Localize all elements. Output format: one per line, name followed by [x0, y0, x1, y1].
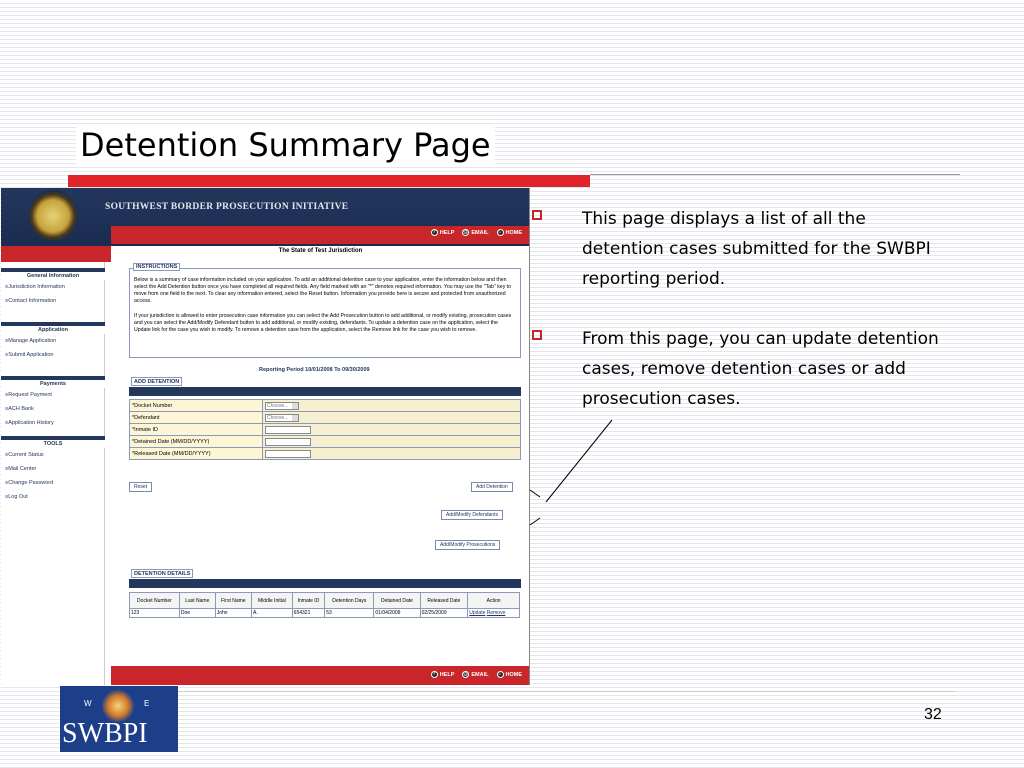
home-link-bottom[interactable]: ⌂ HOME — [498, 671, 522, 678]
add-modify-prosecutions-button[interactable]: Add/Modify Prosecutions — [435, 540, 500, 550]
page-number: 32 — [924, 706, 942, 723]
email-link-bottom[interactable]: @ EMAIL — [463, 671, 489, 678]
logo-text: SWBPI — [62, 718, 148, 749]
cell-docket: 123 — [130, 609, 180, 618]
home-icon: ⌂ — [498, 671, 502, 677]
sidebar-item-mail-center[interactable]: ≡ Mail Center — [1, 462, 104, 476]
sidebar-heading-application: Application — [1, 322, 105, 334]
sidebar-heading-general: General Information — [1, 268, 105, 280]
col-middle-initial: Middle Initial — [252, 593, 293, 609]
sidebar-item-submit-application[interactable]: ≡ Submit Application — [1, 348, 104, 362]
email-link[interactable]: @ EMAIL — [463, 229, 489, 236]
col-docket-number: Docket Number — [130, 593, 180, 609]
bullet-text-1: This page displays a list of all the detention cases submitted for the SWBPI reporting period. — [582, 209, 931, 289]
cell-inmate-id: 654321 — [292, 609, 325, 618]
cell-released: 02/25/2009 — [420, 609, 468, 618]
col-released-date: Released Date — [420, 593, 468, 609]
sidebar-item-manage-application[interactable]: ≡ Manage Application — [1, 334, 104, 348]
defendant-label: *Defendant — [130, 412, 263, 424]
bullet-item — [532, 204, 952, 294]
released-date-label: *Released Date (MM/DD/YYYY) — [130, 448, 263, 460]
update-link[interactable]: Update — [469, 610, 486, 616]
add-detention-label: ADD DETENTION — [131, 377, 182, 386]
col-last-name: Last Name — [179, 593, 215, 609]
help-icon: ? — [432, 229, 436, 235]
instructions-label: INSTRUCTIONS — [133, 263, 180, 271]
sidebar-item-request-payment[interactable]: ≡ Request Payment — [1, 388, 104, 402]
docket-number-select[interactable]: Choose... — [265, 402, 299, 410]
bullet-text-2: From this page, you can update detention cases, remove detention cases or add prosecution cases. — [582, 329, 939, 409]
col-inmate-id: Inmate ID — [292, 593, 325, 609]
jurisdiction-title: The State of Test Jurisdiction — [278, 248, 363, 254]
docket-number-label: *Docket Number — [130, 400, 263, 412]
bullet-square-icon — [532, 210, 542, 220]
cell-last-name: Doe — [179, 609, 215, 618]
home-link[interactable]: ⌂ HOME — [498, 229, 522, 236]
sidebar-item-log-out[interactable]: ≡ Log Out — [1, 490, 104, 504]
help-icon: ? — [432, 671, 436, 677]
detention-details-label: DETENTION DETAILS — [131, 569, 193, 578]
swbpi-logo — [60, 686, 178, 752]
detained-date-label: *Detained Date (MM/DD/YYYY) — [130, 436, 263, 448]
bullet-square-icon — [532, 330, 542, 340]
reporting-period: Reporting Period 10/01/2008 To 09/30/2009 — [259, 367, 370, 373]
email-icon: @ — [463, 229, 469, 235]
defendant-select[interactable]: Choose... — [265, 414, 299, 422]
callout-line-3 — [530, 518, 540, 525]
cell-detained: 01/04/2009 — [374, 609, 420, 618]
sidebar-item-application-history[interactable]: ≡ Application History — [1, 416, 104, 430]
col-detention-days: Detention Days — [325, 593, 374, 609]
footer-rule — [178, 691, 956, 692]
logo-east-letter: E — [144, 699, 150, 708]
reset-button[interactable]: Reset — [129, 482, 152, 492]
banner-title: SOUTHWEST BORDER PROSECUTION INITIATIVE — [105, 202, 349, 212]
cell-first-name: John — [215, 609, 251, 618]
sidebar-item-ach-bank[interactable]: ≡ ACH Bank — [1, 402, 104, 416]
sidebar-item-current-status[interactable]: ≡ Current Status — [1, 448, 104, 462]
col-action: Action — [468, 593, 520, 609]
remove-link[interactable]: Remove — [486, 610, 506, 616]
sidebar-heading-tools: TOOLS — [1, 436, 105, 448]
slide-title: Detention Summary Page — [76, 126, 495, 164]
logo-west-letter: W — [84, 699, 92, 708]
sidebar-item-change-password[interactable]: ≡ Change Password — [1, 476, 104, 490]
sidebar-item-contact[interactable]: ≡ Contact Information — [1, 294, 104, 308]
instructions-paragraph-2: If your jurisdiction is allowed to enter prosecution case information you can select the Add Prosecution button to add additional, or modify existing, prosecution cases and you can select the Add/Modify Defendant button to add additional, or modify existing, defendants. To update a detention case on the application, select the Update link for the case you wish to modify. To remove a detention case from the application, select the Remove link for the case you wish to remove. — [134, 313, 512, 333]
instructions-paragraph-1: Below is a summary of case information included on your application. To add an additional detention case to your application, enter the information below and then select the Add Detention button once you have completed all required fields. Any field marked with an "*" denotes required information. You may use the "Tab" key to move from one field to the next. To clear any information entered, select the Reset button. Information you provide here is secure and protected from unauthorized access. — [134, 277, 512, 304]
col-first-name: First Name — [215, 593, 251, 609]
sidebar-item-jurisdiction[interactable]: ≡ Jurisdiction Information — [1, 280, 104, 294]
bullet-list — [532, 204, 952, 444]
help-link[interactable]: ? HELP — [432, 229, 455, 236]
add-modify-defendants-button[interactable]: Add/Modify Defendants — [441, 510, 503, 520]
inmate-id-label: *Inmate ID — [130, 424, 263, 436]
email-icon: @ — [463, 671, 469, 677]
cell-middle: A. — [252, 609, 293, 618]
callout-line-2 — [530, 490, 540, 497]
help-link-bottom[interactable]: ? HELP — [432, 671, 455, 678]
cell-days: 53 — [325, 609, 374, 618]
add-detention-button[interactable]: Add Detention — [471, 482, 513, 492]
bullet-item — [532, 324, 952, 414]
col-detained-date: Detained Date — [374, 593, 420, 609]
home-icon: ⌂ — [498, 229, 502, 235]
sidebar-heading-payments: Payments — [1, 376, 105, 388]
